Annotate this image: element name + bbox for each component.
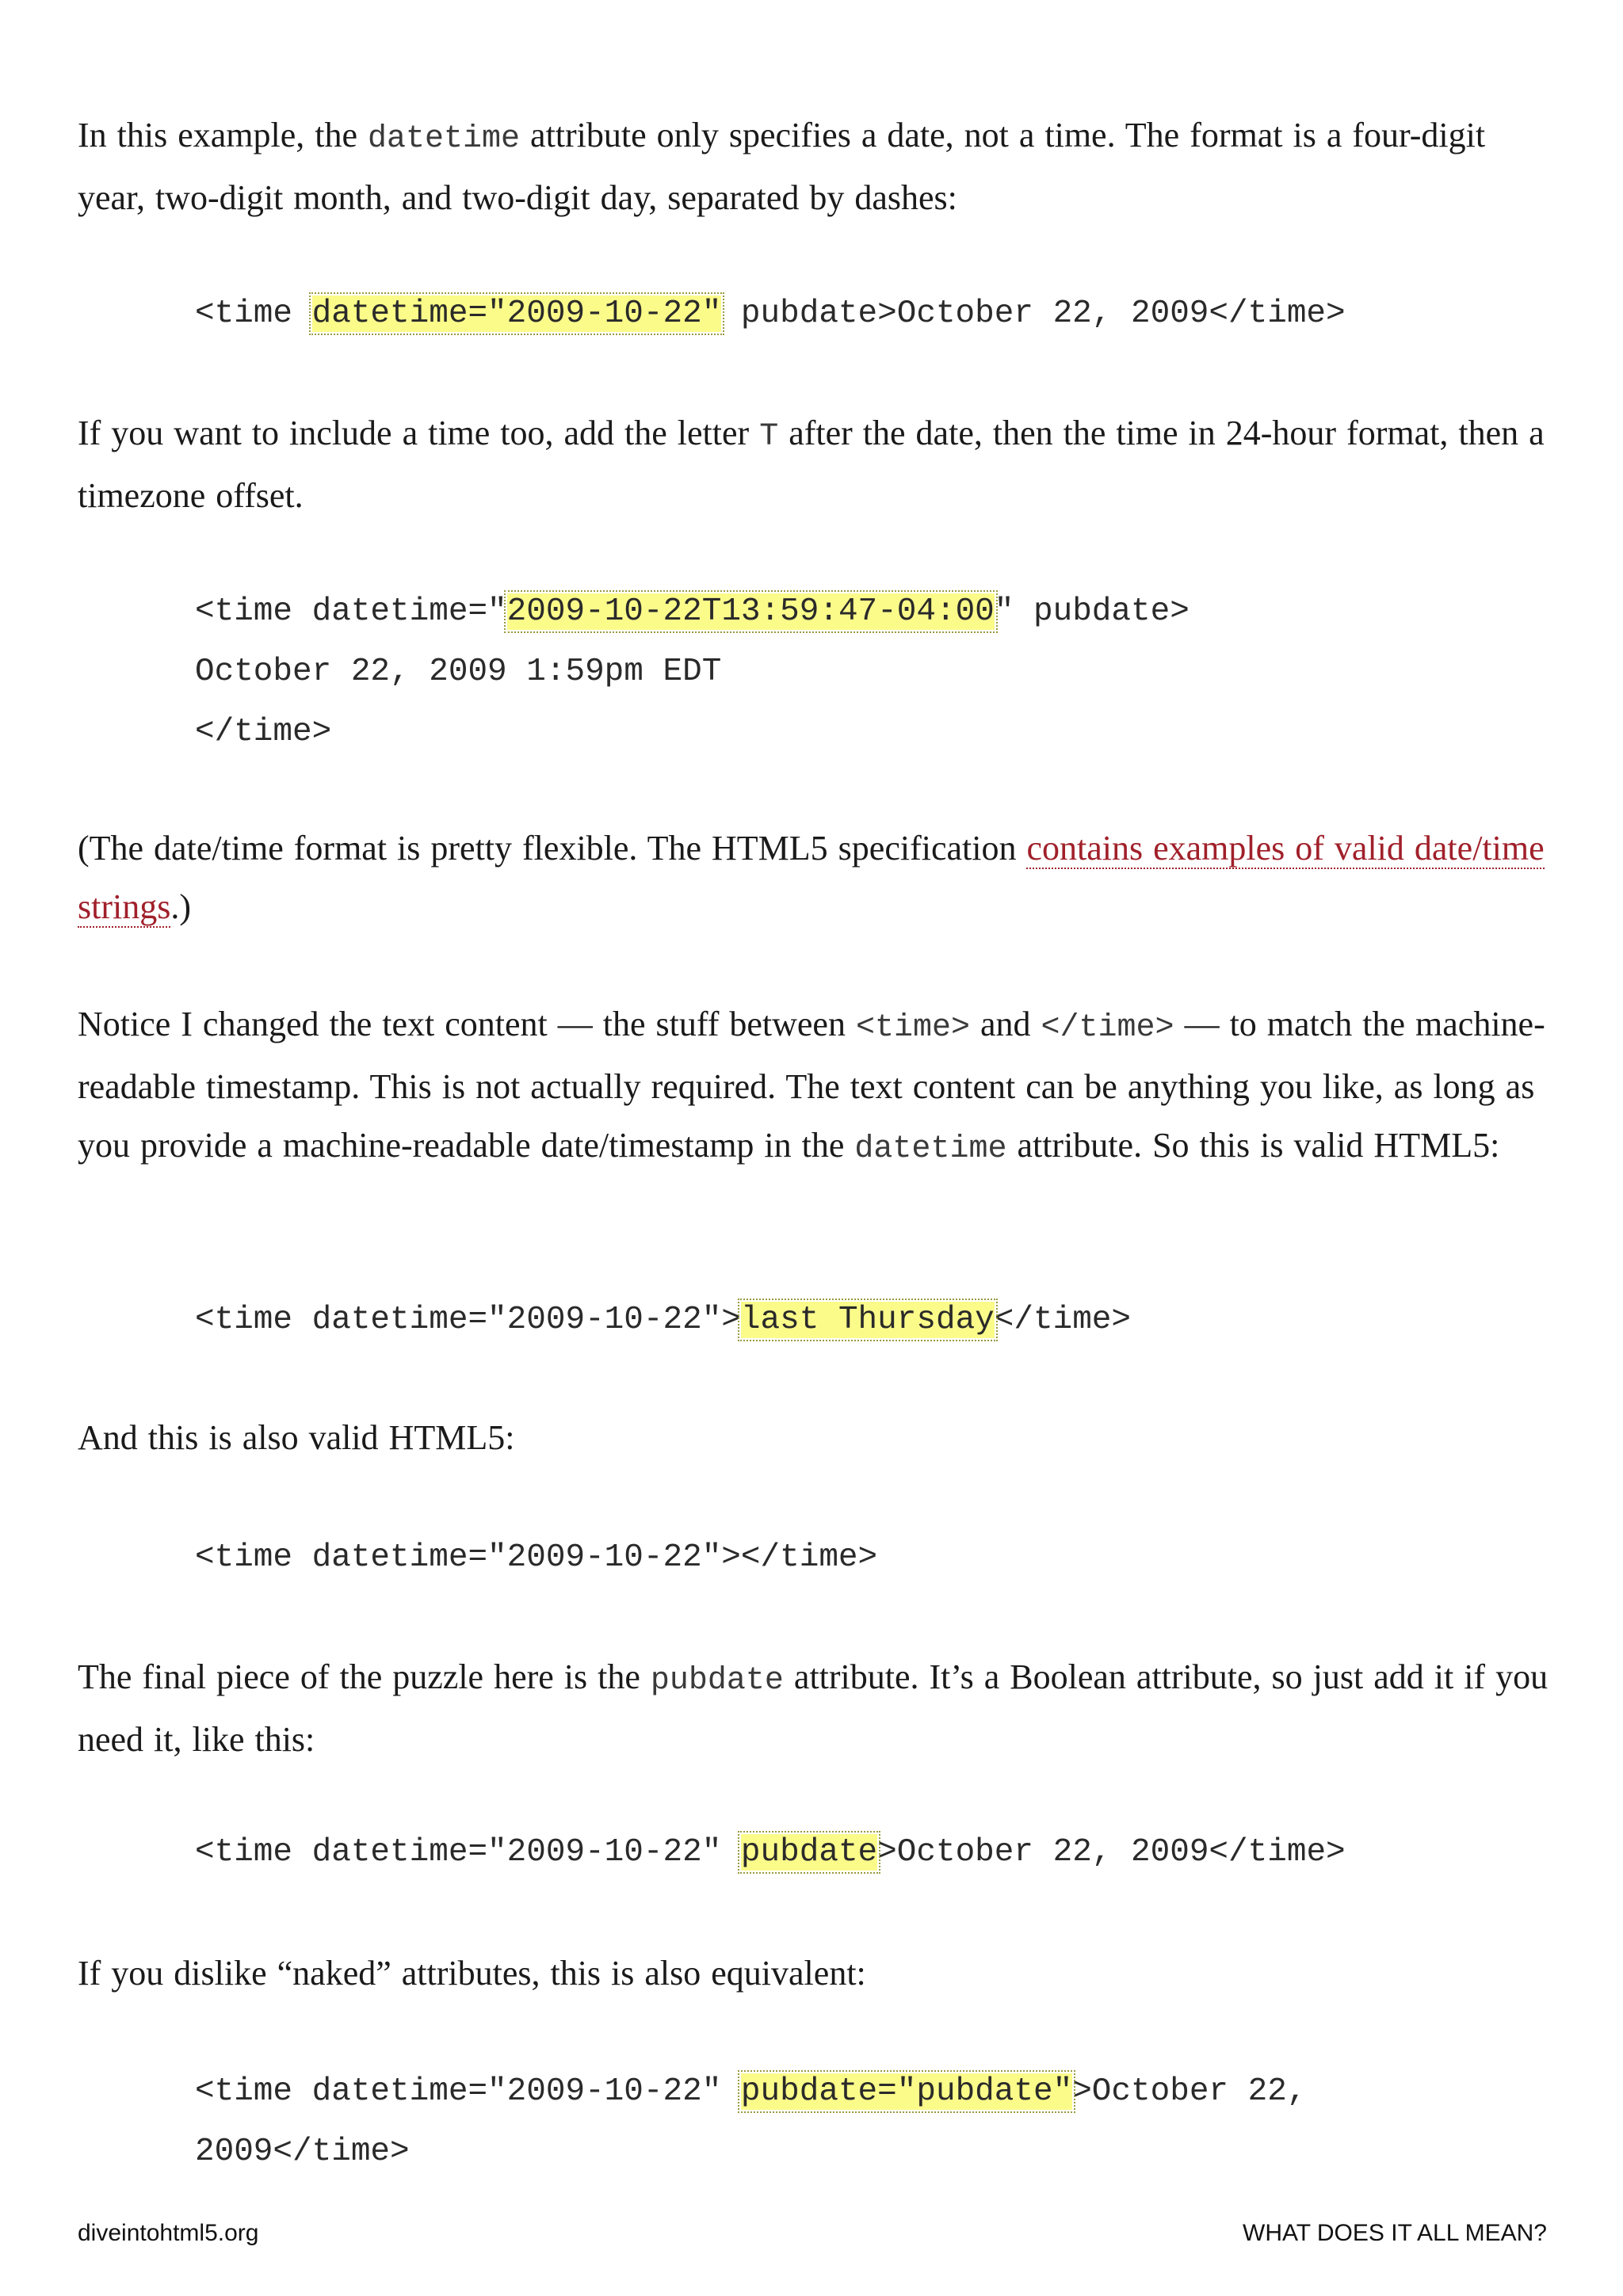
paragraph-text-content (78, 995, 1552, 1179)
text: The final piece of the puzzle here is the (78, 1657, 651, 1696)
paragraph-pubdate (78, 1648, 1552, 1769)
inline-code: datetime (368, 121, 521, 157)
code-text: <time datetime=" (195, 593, 507, 630)
code-text: <time datetime="2009-10-22"> (195, 1302, 741, 1338)
text: after the date, then the time in 24-hour format, then a timezone offset. (78, 414, 1545, 515)
text: attribute. It’s a Boolean attribute, so just add it if you need it, like this: (78, 1657, 1549, 1759)
code-text: <time datetime="2009-10-22"></time> (195, 1539, 878, 1576)
text: attribute only specifies a date, not a time. The format is a four-digit year, two-digit month, and two-digit day, separated by dashes: (78, 116, 1486, 217)
text: .) (170, 887, 192, 926)
code-example-last-thursday (195, 1290, 1131, 1350)
highlighted-code: pubdate (740, 1834, 878, 1871)
text: attribute. So this is valid HTML5: (1006, 1126, 1500, 1165)
inline-code: pubdate (650, 1663, 784, 1699)
text: In this example, the (78, 116, 369, 154)
footer-site-name: diveintohtml5.org (78, 2220, 259, 2246)
text: If you dislike “naked” attributes, this is also equivalent: (78, 1954, 866, 1993)
code-text: </time> (195, 714, 332, 750)
highlighted-code: datetime="2009-10-22" (311, 296, 722, 332)
highlighted-code: 2009-10-22T13:59:47-04:00 (506, 593, 995, 630)
code-text: <time (195, 296, 312, 332)
code-text: pubdate>October 22, 2009</time> (721, 296, 1346, 332)
text: If you want to include a time too, add the letter (78, 414, 760, 452)
code-example-empty (195, 1527, 877, 1588)
footer-chapter-title: WHAT DOES IT ALL MEAN? (1243, 2220, 1547, 2246)
paragraph-format-flexible (78, 819, 1552, 936)
inline-code: T (759, 419, 779, 455)
code-text: " pubdate> (994, 593, 1190, 630)
inline-code: <time> (855, 1010, 970, 1046)
paragraph-also-valid (78, 1409, 1552, 1467)
text: (The date/time format is pretty flexible. The HTML5 specification (78, 829, 1027, 868)
highlighted-code: pubdate="pubdate" (740, 2073, 1073, 2110)
text: and (970, 1005, 1041, 1043)
code-example-pubdate (195, 1822, 1346, 1882)
inline-code: </time> (1041, 1010, 1174, 1046)
code-text: <time datetime="2009-10-22" (195, 2073, 741, 2110)
code-text: 2009</time> (195, 2134, 410, 2170)
inline-code: datetime (854, 1131, 1007, 1167)
code-text: </time> (994, 1302, 1132, 1338)
code-text: >October 22, 2009</time> (877, 1834, 1346, 1871)
paragraph-time-letter (78, 404, 1552, 525)
code-text: <time datetime="2009-10-22" (195, 1834, 741, 1871)
text: And this is also valid HTML5: (78, 1418, 515, 1457)
paragraph-naked-attributes (78, 1944, 1552, 2003)
code-example-pubdate-equivalent (195, 2061, 1306, 2182)
text: — to match the machine-readable timestamp. This is not actually required. The text content can be anything you like, as long as you provide a machine-readable date/timestamp in the (78, 1005, 1545, 1165)
spec-examples-link[interactable]: contains examples of valid date/time strings (78, 829, 1545, 926)
text: Notice I changed the text content — the stuff between (78, 1005, 856, 1043)
code-text: >October 22, (1072, 2073, 1307, 2110)
code-example-date-only (195, 284, 1346, 344)
highlighted-code: last Thursday (740, 1302, 995, 1338)
code-example-datetime (195, 582, 1190, 762)
paragraph-datetime-intro (78, 106, 1552, 227)
code-text: October 22, 2009 1:59pm EDT (195, 654, 722, 690)
